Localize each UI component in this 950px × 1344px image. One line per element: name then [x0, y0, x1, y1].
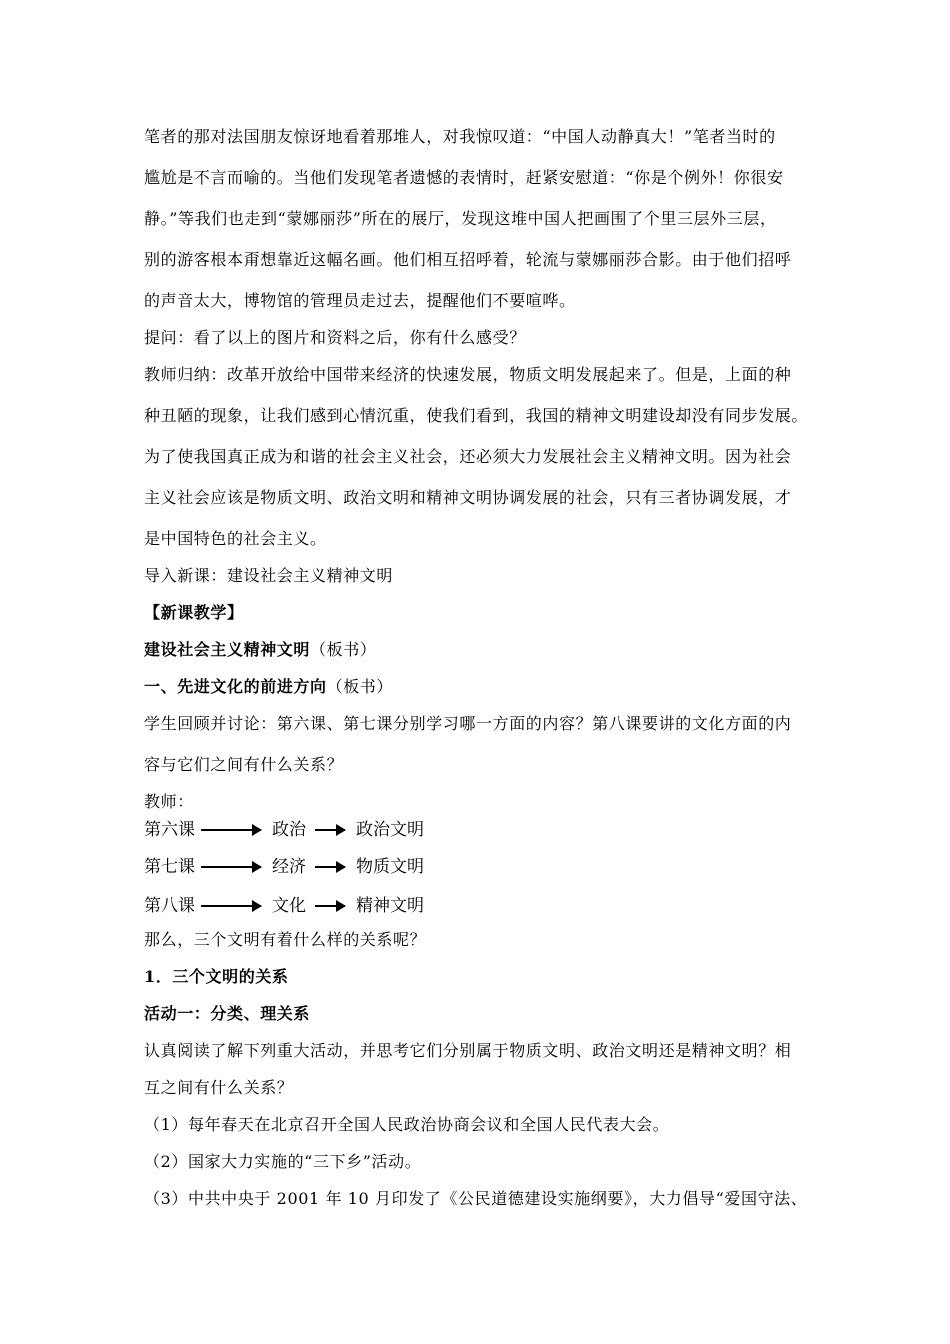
arrow-icon [315, 905, 345, 907]
paragraph-line: 容与它们之间有什么关系？ [144, 755, 344, 774]
heading-1-note: （板书） [310, 640, 377, 659]
paragraph-line: 种丑陋的现象，让我们感到心情沉重，使我们看到，我国的精神文明建设却没有同步发展。 [144, 406, 809, 425]
paragraph-line: 教师归纳：改革开放给中国带来经济的快速发展，物质文明发展起来了。但是，上面的种 [144, 365, 792, 384]
paragraph-line: 笔者的那对法国朋友惊讶地看着那堆人，对我惊叹道：“中国人动静真大！”笔者当时的 [144, 127, 776, 146]
paragraph-line: 提问：看了以上的图片和资料之后，你有什么感受？ [144, 328, 526, 347]
arrow-icon [201, 829, 261, 831]
heading-2 [144, 677, 393, 697]
arrow-icon [315, 829, 345, 831]
heading-2-title: 一、先进文化的前进方向 [144, 677, 327, 696]
heading-1 [144, 640, 376, 660]
paragraph-line: 那么，三个文明有着什么样的关系呢？ [144, 930, 427, 949]
arrow-icon [201, 905, 261, 907]
flow-field: 经济 [272, 857, 306, 877]
subheading: 1．三个文明的关系 [144, 967, 289, 986]
paragraph-line: 为了使我国真正成为和谐的社会主义社会，还必须大力发展社会主义精神文明。因为社会 [144, 447, 792, 466]
paragraph-line: 主义社会应该是物质文明、政治文明和精神文明协调发展的社会，只有三者协调发展，才 [144, 488, 792, 507]
flow-civilization: 政治文明 [356, 820, 424, 840]
flow-row [144, 818, 444, 842]
heading-1-title: 建设社会主义精神文明 [144, 640, 311, 659]
flow-row [144, 894, 444, 918]
flow-field: 文化 [272, 896, 306, 916]
paragraph-line: 互之间有什么关系？ [144, 1078, 294, 1097]
section-heading: 【新课教学】 [144, 603, 244, 622]
flow-field: 政治 [272, 820, 306, 840]
activity-heading: 活动一：分类、理关系 [144, 1004, 311, 1023]
teacher-label: 教师： [144, 792, 194, 811]
paragraph-line: 学生回顾并讨论：第六课、第七课分别学习哪一方面的内容？第八课要讲的文化方面的内 [144, 714, 792, 733]
paragraph-line: 认真阅读了解下列重大活动，并思考它们分别属于物质文明、政治文明还是精神文明？相 [144, 1041, 792, 1060]
flow-lesson: 第六课 [144, 820, 195, 840]
flow-lesson: 第八课 [144, 896, 195, 916]
arrow-icon [201, 866, 261, 868]
flow-civilization: 精神文明 [356, 896, 424, 916]
heading-2-note: （板书） [326, 677, 394, 696]
list-item: （1）每年春天在北京召开全国人民政治协商会议和全国人民代表大会。 [144, 1115, 670, 1134]
arrow-icon [315, 866, 345, 868]
paragraph-line: 导入新课：建设社会主义精神文明 [144, 566, 394, 585]
flow-lesson: 第七课 [144, 857, 195, 877]
paragraph-line: 的声音太大，博物馆的管理员走过去，提醒他们不要喧哗。 [144, 291, 576, 310]
list-item: （3）中共中央于 2001 年 10 月印发了《公民道德建设实施纲要》，大力倡导“爱国守法、 [144, 1189, 808, 1208]
paragraph-line: 别的游客根本甭想靠近这幅名画。他们相互招呼着，轮流与蒙娜丽莎合影。由于他们招呼 [144, 250, 792, 269]
paragraph-line: 静。”等我们也走到“蒙娜丽莎”所在的展厅，发现这堆中国人把画围了个里三层外三层， [144, 209, 777, 228]
paragraph-line: 是中国特色的社会主义。 [144, 529, 327, 548]
flow-row [144, 855, 444, 879]
list-item: （2）国家大力实施的“三下乡”活动。 [144, 1152, 422, 1171]
flow-civilization: 物质文明 [356, 857, 424, 877]
paragraph-line: 尴尬是不言而喻的。当他们发现笔者遗憾的表情时，赶紧安慰道：“你是个例外！你很安 [144, 168, 784, 187]
